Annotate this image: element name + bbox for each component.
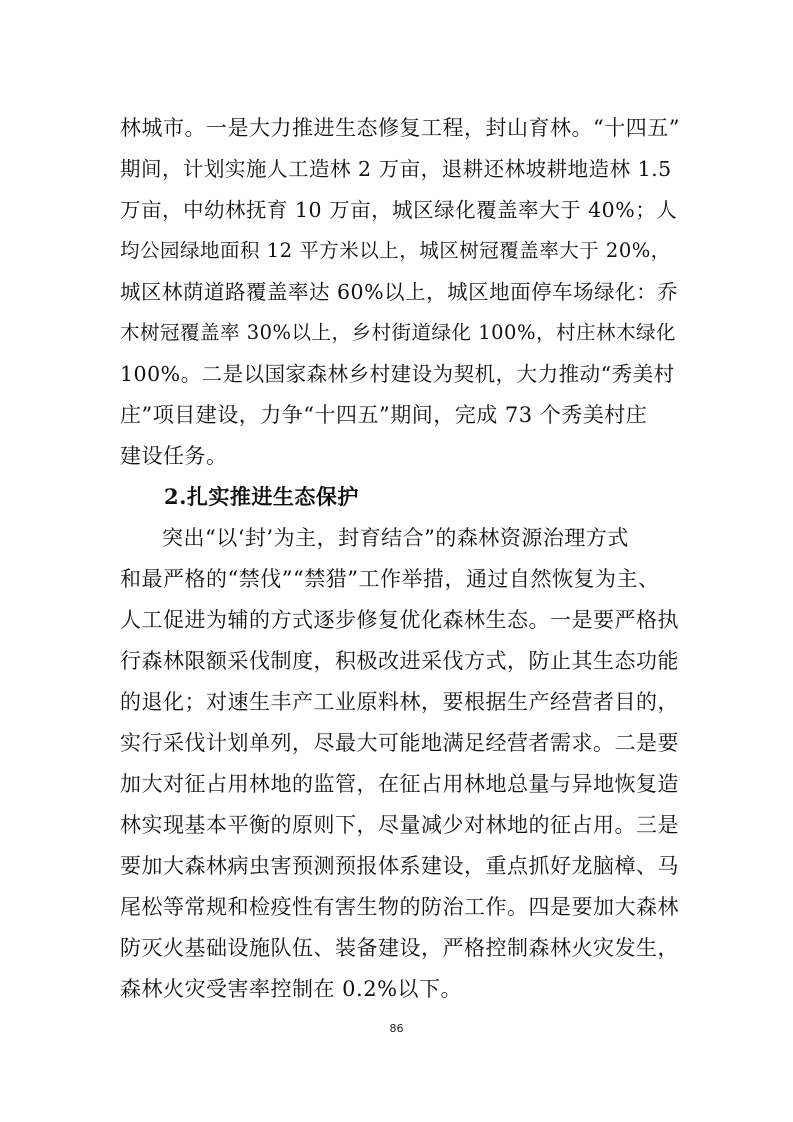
paragraph-line: 人工促进为辅的方式逐步修复优化森林生态。一是要严格执 [120, 608, 679, 632]
paragraph-line: 木树冠覆盖率 30%以上，乡村街道绿化 100%，村庄林木绿化 [120, 321, 676, 344]
paragraph-line: 森林火灾受害率控制在 0.2%以下。 [120, 977, 463, 1001]
paragraph-line: 实行采伐计划单列，尽最大可能地满足经营者需求。二是要 [120, 731, 679, 755]
paragraph-line: 和最严格的“禁伐”“禁猎”工作举措，通过自然恢复为主、 [120, 567, 660, 591]
paragraph-line: 要加大森林病虫害预测预报体系建设，重点抓好龙脑樟、马 [120, 854, 679, 878]
paragraph-line: 突出“以‘封’为主，封育结合”的森林资源治理方式 [162, 526, 629, 550]
paragraph-line: 林实现基本平衡的原则下，尽量减少对林地的征占用。三是 [120, 813, 679, 837]
paragraph-line: 林城市。一是大力推进生态修复工程，封山育林。“十四五” [120, 116, 680, 140]
paragraph-line: 尾松等常规和检疫性有害生物的防治工作。四是要加大森林 [120, 895, 679, 919]
paragraph-line: 建设任务。 [120, 444, 228, 468]
paragraph-line: 期间，计划实施人工造林 2 万亩，退耕还林坡耕地造林 1.5 [120, 157, 672, 181]
paragraph-line: 100%。二是以国家森林乡村建设为契机，大力推动“秀美村 [120, 362, 675, 386]
paragraph-line: 城区林荫道路覆盖率达 60%以上，城区地面停车场绿化：乔 [120, 280, 679, 304]
paragraph-line: 加大对征占用林地的监管，在征占用林地总量与异地恢复造 [120, 772, 679, 796]
paragraph-line: 万亩，中幼林抚育 10 万亩，城区绿化覆盖率大于 40%；人 [120, 198, 678, 222]
page-number: 86 [389, 1022, 404, 1035]
section-heading: 2.扎实推进生态保护 [164, 484, 359, 509]
paragraph-line: 的退化；对速生丰产工业原料林，要根据生产经营者目的， [120, 690, 679, 714]
paragraph-line: 行森林限额采伐制度，积极改进采伐方式，防止其生态功能 [120, 649, 679, 673]
paragraph-line: 庄”项目建设，力争“十四五”期间，完成 73 个秀美村庄 [120, 403, 648, 427]
paragraph-line: 均公园绿地面积 12 平方米以上，城区树冠覆盖率大于 20%， [120, 239, 671, 262]
paragraph-line: 防灭火基础设施队伍、装备建设，严格控制森林火灾发生， [120, 936, 679, 960]
